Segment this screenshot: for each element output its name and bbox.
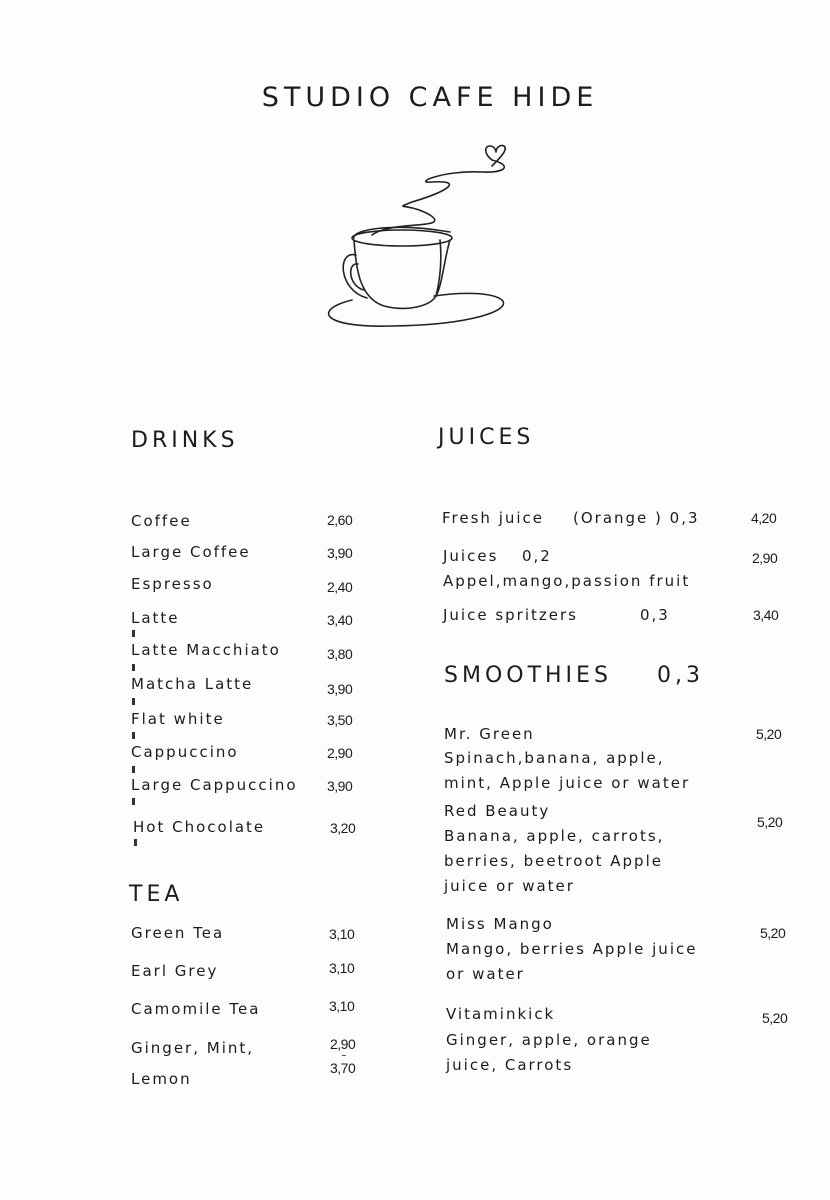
drink-name: Flat white (131, 710, 225, 728)
smoothies-size: 0,3 (657, 663, 704, 688)
marker-dot (132, 698, 135, 705)
drink-price: 3,50 (327, 712, 353, 728)
juices-flavors: Appel,mango,passion fruit (443, 572, 691, 590)
cafe-title: STUDIO CAFE HIDE (261, 82, 599, 113)
fresh-juice-price: 4,20 (751, 510, 777, 526)
tea-price: 3,10 (329, 960, 355, 976)
marker-dot (132, 766, 135, 773)
tea-name: Ginger, Mint, (131, 1039, 255, 1057)
drink-price: 3,90 (327, 778, 353, 794)
smoothie-desc: Mango, berries Apple juice (446, 940, 698, 958)
tea-heading: TEA (129, 882, 184, 907)
smoothie-name: Red Beauty (444, 802, 551, 820)
tea-name: Green Tea (131, 924, 225, 942)
smoothie-price: 5,20 (762, 1010, 788, 1026)
smoothie-price: 5,20 (756, 726, 782, 742)
spritzers-price: 3,40 (753, 607, 779, 623)
smoothie-price: 5,20 (757, 814, 783, 830)
smoothie-name: Miss Mango (446, 915, 554, 933)
spritzers-size: 0,3 (640, 606, 670, 624)
fresh-juice-detail: (Orange ) 0,3 (573, 509, 700, 527)
spritzers-name: Juice spritzers (443, 606, 578, 624)
smoothie-desc: juice, Carrots (446, 1056, 574, 1074)
juices-price: 2,90 (752, 550, 778, 566)
drink-name: Large Cappuccino (131, 776, 298, 794)
tea-price: 2,90 (330, 1036, 356, 1052)
smoothie-desc: berries, beetroot Apple (444, 852, 663, 870)
marker-dot (132, 664, 135, 671)
drink-price: 3,40 (327, 612, 353, 628)
smoothie-name: Vitaminkick (446, 1005, 556, 1023)
marker-dot (132, 732, 135, 739)
marker-dot (134, 839, 137, 846)
tea-price-2: 3,70 (330, 1060, 356, 1076)
tea-name-continued: Lemon (131, 1070, 192, 1088)
smoothie-desc: juice or water (444, 877, 575, 895)
smoothie-desc: Banana, apple, carrots, (444, 827, 665, 845)
drink-price: 3,80 (327, 646, 353, 662)
juices-size: 0,2 (522, 547, 552, 565)
fresh-juice-name: Fresh juice (442, 509, 545, 527)
juices-name: Juices (443, 547, 499, 565)
drinks-heading: DRINKS (131, 428, 239, 453)
drink-name: Large Coffee (131, 543, 251, 561)
smoothie-desc: mint, Apple juice or water (444, 774, 691, 792)
tea-name: Earl Grey (131, 962, 219, 980)
drink-price: 3,20 (330, 820, 356, 836)
tea-price: 3,10 (329, 926, 355, 942)
drink-name: Hot Chocolate (133, 818, 266, 836)
drink-price: 2,40 (327, 579, 353, 595)
smoothie-name: Mr. Green (444, 725, 535, 743)
drink-name: Coffee (131, 512, 192, 530)
drink-price: 2,90 (327, 745, 353, 761)
juices-heading: JUICES (438, 425, 535, 450)
tea-price: 3,10 (329, 998, 355, 1014)
smoothie-desc: Spinach,banana, apple, (444, 749, 665, 767)
drink-price: 3,90 (327, 545, 353, 561)
drink-name: Latte Macchiato (131, 641, 281, 659)
drink-price: 2,60 (327, 512, 353, 528)
smoothies-heading: SMOOTHIES (444, 663, 612, 688)
marker-dot (132, 798, 135, 805)
drink-name: Cappuccino (131, 743, 239, 761)
tea-name: Camomile Tea (131, 1000, 261, 1018)
smoothie-desc: or water (446, 965, 525, 983)
smoothie-desc: Ginger, apple, orange (446, 1031, 652, 1049)
marker-dot (132, 630, 135, 637)
drink-name: Latte (131, 609, 180, 627)
price-separator (342, 1055, 346, 1056)
coffee-cup-icon (312, 140, 522, 330)
smoothie-price: 5,20 (760, 925, 786, 941)
drink-name: Matcha Latte (131, 675, 254, 693)
drink-name: Espresso (131, 575, 214, 593)
drink-price: 3,90 (327, 681, 353, 697)
